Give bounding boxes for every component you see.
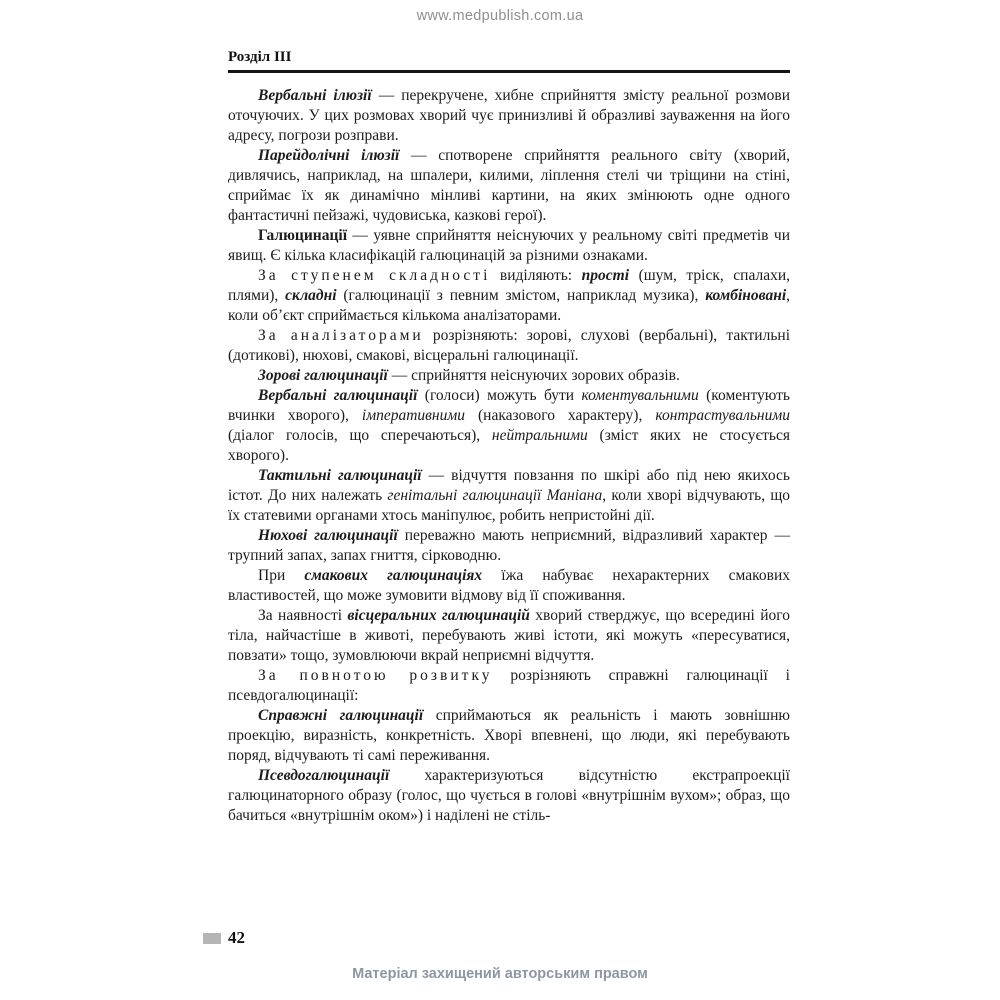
text-run: розрізняють справжні галюцинації і псевдогалюцинації: xyxy=(228,667,790,704)
text-run: За повнотою розвитку xyxy=(258,667,493,684)
page-marker-square-icon xyxy=(203,933,221,944)
paragraph xyxy=(228,466,790,526)
text-run: розрізняють: зорові, слухові (вербальні), тактильні (дотикові), нюхові, смакові, вісцеральні галюцинації. xyxy=(228,327,790,364)
text-run: (діалог голосів, що сперечаються), xyxy=(228,427,492,444)
paragraph xyxy=(228,86,790,146)
paragraph xyxy=(228,526,790,566)
paragraph xyxy=(228,326,790,366)
text-run: вісцеральних галюцинацій xyxy=(347,607,530,624)
text-run: — перекручене, хибне сприйняття змісту реальної розмови оточуючих. У цих розмовах хворий чує принизливі й образливі зауваження на його адресу, погрози розправи. xyxy=(228,87,791,144)
text-run: складні xyxy=(285,287,337,304)
paragraph xyxy=(228,766,790,826)
text-block xyxy=(228,86,790,826)
paragraph xyxy=(228,566,790,606)
text-run: (шум, тріск, спалахи, плями), xyxy=(228,267,790,304)
text-run: коментувальними xyxy=(581,387,699,404)
text-run: переважно мають неприємний, відразливий характер — трупний запах, запах гниття, сірководню. xyxy=(228,527,790,564)
text-run: За аналізаторами xyxy=(258,327,424,344)
text-run: Нюхові галюцинації xyxy=(258,527,398,544)
text-run: характеризуються відсутністю екстрапроекції галюцинаторного образу (голос, що чується в голові «внутрішнім вухом»; образ, що бачиться «внутрішнім оком») і наділені не стіль- xyxy=(228,767,790,824)
text-run: — спотворене сприйняття реального світу (хворий, дивлячись, наприклад, на шпалери, килими, ліплення стелі чи тріщини на стіні, сприймає їх як динамічно мінливі картини, на яких змінюють одне одного фантастичні пейзажі, чудовиська, казкові герої). xyxy=(228,147,791,224)
text-run: контрастувальними xyxy=(655,407,790,424)
text-run: За наявності xyxy=(258,607,348,624)
text-run: За ступенем складності xyxy=(258,267,491,284)
text-run: Вербальні галюцинації xyxy=(258,387,418,404)
paragraph xyxy=(228,386,790,466)
text-run: комбіновані xyxy=(705,287,787,304)
text-run: (голоси) можуть бути xyxy=(417,387,582,404)
text-run: Справжні галюцинації xyxy=(258,707,424,724)
text-run: хворий стверджує, що всередині його тіла, найчастіше в животі, перебувають живі істоти, які можуть «пересуватися, повзати» тощо, зумовлюючи вкрай неприємні відчуття. xyxy=(228,607,790,664)
text-run: — сприйняття неіснуючих зорових образів. xyxy=(387,367,680,384)
text-run: (галюцинації з певним змістом, наприклад музика), xyxy=(336,287,706,304)
text-run: (коментують вчинки хворого), xyxy=(228,387,790,424)
page-number-row xyxy=(203,928,245,948)
site-watermark: www.medpublish.com.ua xyxy=(416,8,584,24)
chapter-heading: Розділ III xyxy=(228,49,292,65)
text-run: (наказового характеру), xyxy=(465,407,656,424)
text-run: — уявне сприйняття неіснуючих у реальному світі предметів чи явищ. Є кілька класифікацій галюцинацій за різними ознаками. xyxy=(228,227,790,264)
text-run: сприймаються як реальність і мають зовнішню проекцію, виразність, конкретність. Хворі впевнені, що люди, які перебувають поряд, відчувають ті самі переживання. xyxy=(228,707,790,764)
text-run: нейтральними xyxy=(491,427,588,444)
text-run: прості xyxy=(581,267,630,284)
text-run: Парейдолічні ілюзії xyxy=(258,147,400,164)
header-rule xyxy=(228,70,790,73)
text-run: генітальні галюцинації Маніана xyxy=(387,487,603,504)
paragraph xyxy=(228,146,790,226)
text-run: , коли об’єкт сприймається кількома аналізаторами. xyxy=(228,287,791,324)
text-run: Зорові галюцинації xyxy=(258,367,388,384)
text-run: смакових галюцинаціях xyxy=(304,567,483,584)
text-run: , коли хворі відчувають, що їх статевими органами хтось маніпулює, робить непристойні дії. xyxy=(228,487,791,524)
text-run: При xyxy=(258,567,305,584)
paragraph xyxy=(228,706,790,766)
paragraph xyxy=(228,266,790,326)
text-run: Галюцинації xyxy=(258,227,348,244)
paragraph xyxy=(228,666,790,706)
copyright-watermark: Матеріал захищений авторським правом xyxy=(352,966,648,982)
text-run: Вербальні ілюзії xyxy=(258,87,372,104)
paragraph xyxy=(228,366,790,386)
text-run: — відчуття повзання по шкірі або під нею якихось істот. До них належать xyxy=(228,467,790,504)
paragraph xyxy=(228,606,790,666)
text-run: Псевдогалюцинації xyxy=(258,767,390,784)
text-run: виділяють: xyxy=(490,267,582,284)
text-run: їжа набуває нехарактерних смакових властивостей, що може зумовити відмову від її споживання. xyxy=(228,567,790,604)
text-run: імперативними xyxy=(361,407,465,424)
text-run: (зміст яких не стосується хворого). xyxy=(228,427,791,464)
paragraph xyxy=(228,226,790,266)
text-run: Тактильні галюцинації xyxy=(258,467,422,484)
page-number: 42 xyxy=(228,928,245,947)
